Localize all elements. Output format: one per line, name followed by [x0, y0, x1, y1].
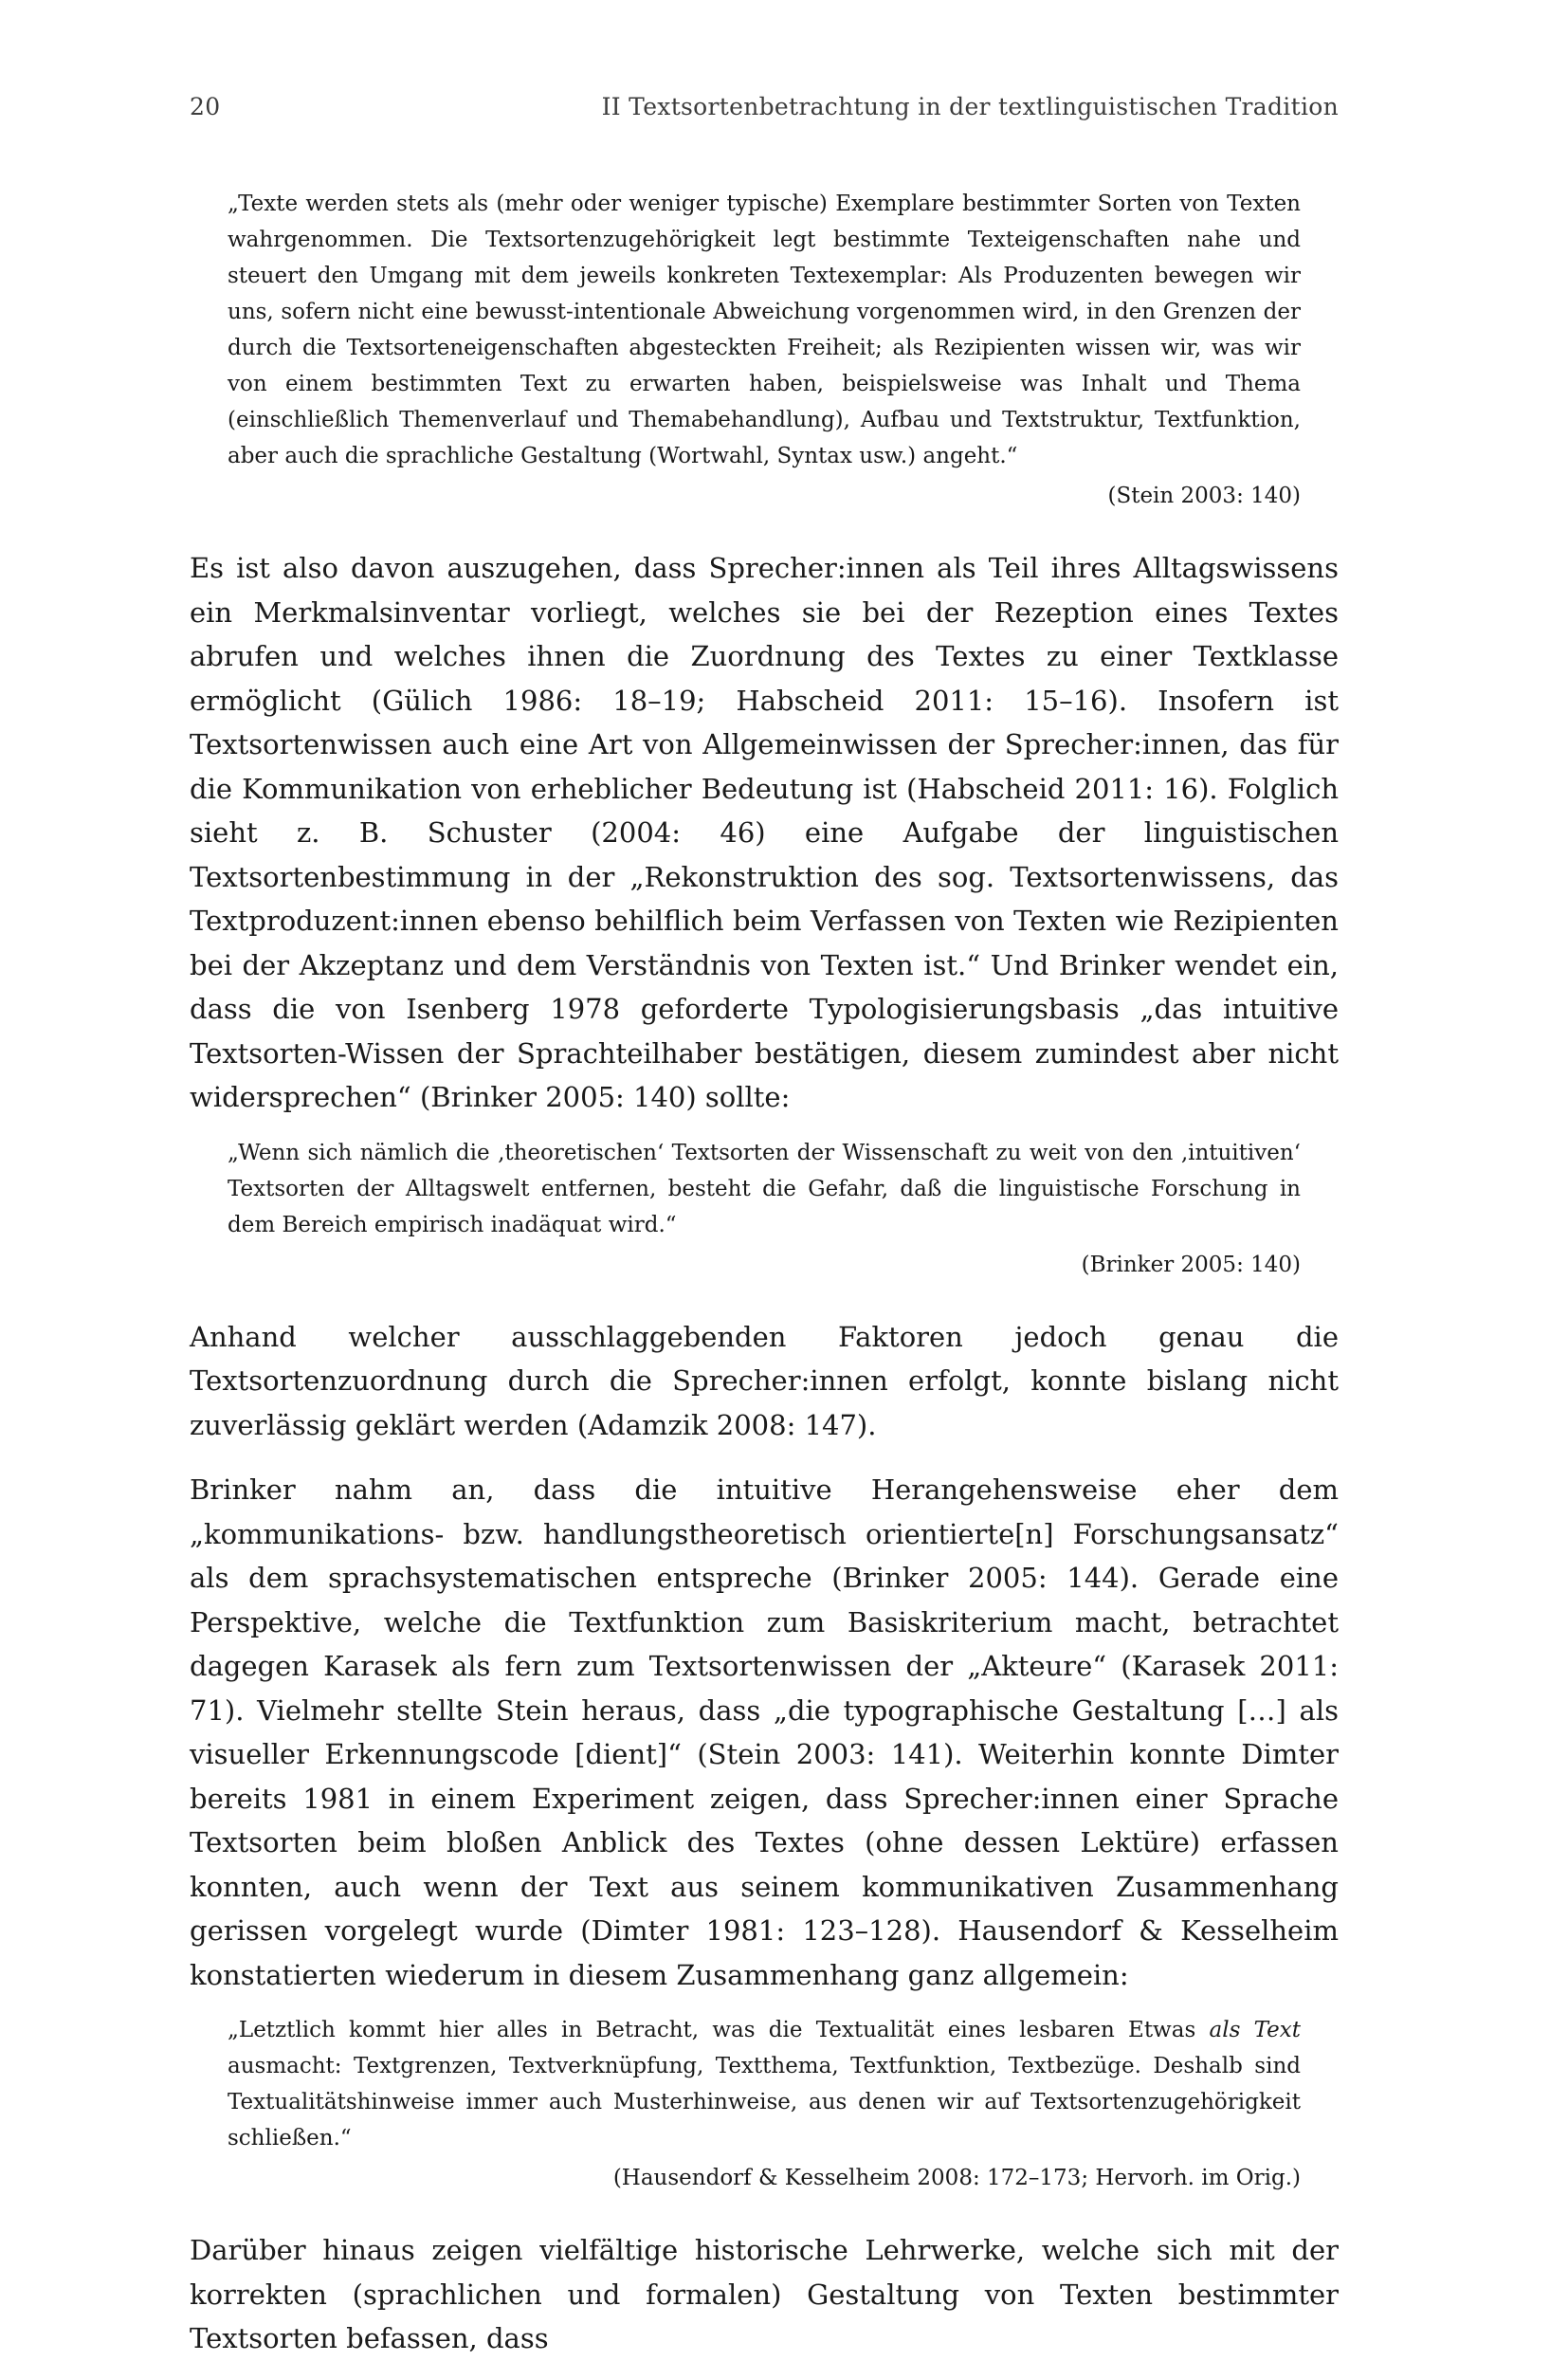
body-paragraph: Brinker nahm an, dass die intuitive Herangehensweise eher dem „kommunikations- bzw. handlungstheoretisch orientierte[n] Forschungsansatz“ als dem sprachsystematischen entspreche (Brinker 2005: 144). Gerade eine Perspektive, welche die Textfunktion zum Basiskriterium macht, betrachtet dagegen Karasek als fern zum Textsortenwissen der „Akteure“ (Karasek 2011: 71). Vielmehr stellte Stein heraus, dass „die typographische Gestaltung […] als visueller Erkennungscode [dient]“ (Stein 2003: 141). Weiterhin konnte Dimter bereits 1981 in einem Experiment zeigen, dass Sprecher:innen einer Sprache Textsorten beim bloßen Anblick des Textes (ohne dessen Lektüre) erfassen konnten, auch wenn der Text aus seinem kommunikativen Zusammenhang gerissen vorgelegt wurde (Dimter 1981: 123–128). Hausendorf & Kesselheim konstatierten wiederum in diesem Zusammenhang ganz allgemein:: [190, 1473, 1339, 1991]
quote-text-part: ausmacht: Textgrenzen, Textverknüpfung, Textthema, Textfunktion, Textbezüge. Deshalb sind Textualitätshinweise immer auch Musterhinweise, aus denen wir auf Textsortenzugehörigkeit schließen.“: [228, 2054, 1301, 2151]
quote-text: „Wenn sich nämlich die ‚theoretischen‘ Textsorten der Wissenschaft zu weit von den ‚intuitiven‘ Textsorten der Alltagswelt entfernen, besteht die Gefahr, daß die linguistische Forschung in dem Bereich empirisch inadäquat wird.“: [228, 1140, 1301, 1237]
block-quote: [228, 186, 1301, 514]
quote-source: (Stein 2003: 140): [1107, 484, 1301, 508]
quote-text: „Texte werden stets als (mehr oder weniger typische) Exemplare bestimmter Sorten von Texten wahrgenommen. Die Textsortenzugehörigkeit legt bestimmte Texteigenschaften nahe und steuert den Umgang mit dem jeweils konkreten Textexemplar: Als Produzenten bewegen wir uns, sofern nicht eine bewusst-intentionale Abweichung vorgenommen wird, in den Grenzen der durch die Textsorteneigenschaften abgesteckten Freiheit; als Rezipienten wissen wir, was wir von einem bestimmten Text zu erwarten haben, beispielsweise was Inhalt und Thema (einschließlich Themenverlauf und Themabehandlung), Aufbau und Textstruktur, Textfunktion, aber auch die sprachliche Gestaltung (Wortwahl, Syntax usw.) angeht.“: [228, 192, 1301, 468]
running-title: II Textsortenbetrachtung in der textlinguistischen Tradition: [601, 93, 1339, 120]
page-header: [190, 93, 1339, 131]
body-paragraph: Anhand welcher ausschlaggebenden Faktoren jedoch genau die Textsortenzuordnung durch die Sprecher:innen erfolgt, konnte bislang nicht zuverlässig geklärt werden (Adamzik 2008: 147).: [190, 1320, 1339, 1441]
page-body: [190, 186, 1339, 2361]
quote-text-part: „Letztlich kommt hier alles in Betracht, was die Textualität eines lesbaren Etwas: [228, 2018, 1210, 2042]
block-quote: [228, 2012, 1301, 2196]
quote-source: (Hausendorf & Kesselheim 2008: 172–173; Hervorh. im Orig.): [612, 2166, 1301, 2190]
body-paragraph: Darüber hinaus zeigen vielfältige historische Lehrwerke, welche sich mit der korrekten (sprachlichen und formalen) Gestaltung von Texten bestimmter Textsorten befassen, dass: [190, 2234, 1339, 2354]
quote-text: [228, 2012, 1301, 2156]
body-paragraph: Es ist also davon auszugehen, dass Sprecher:innen als Teil ihres Alltagswissens ein Merkmalsinventar vorliegt, welches sie bei der Rezeption eines Textes abrufen und welches ihnen die Zuordnung des Textes zu einer Textklasse ermöglicht (Gülich 1986: 18–19; Habscheid 2011: 15–16). Insofern ist Textsortenwissen auch eine Art von Allgemeinwissen der Sprecher:innen, das für die Kommunikation von erheblicher Bedeutung ist (Habscheid 2011: 16). Folglich sieht z. B. Schuster (2004: 46) eine Aufgabe der linguistischen Textsortenbestimmung in der „Rekonstruktion des sog. Textsortenwissens, das Textproduzent:innen ebenso behilflich beim Verfassen von Texten wie Rezipienten bei der Akzeptanz und dem Verständnis von Texten ist.“ Und Brinker wendet ein, dass die von Isenberg 1978 geforderte Typologisierungsbasis „das intuitive Textsorten-Wissen der Sprachteilhaber bestätigen, diesem zumindest aber nicht widersprechen“ (Brinker 2005: 140) sollte:: [190, 552, 1339, 1113]
quote-source: (Brinker 2005: 140): [1081, 1252, 1301, 1277]
block-quote: [228, 1135, 1301, 1283]
page-number: 20: [190, 93, 221, 120]
quote-text-italic: als Text: [1209, 2018, 1301, 2042]
